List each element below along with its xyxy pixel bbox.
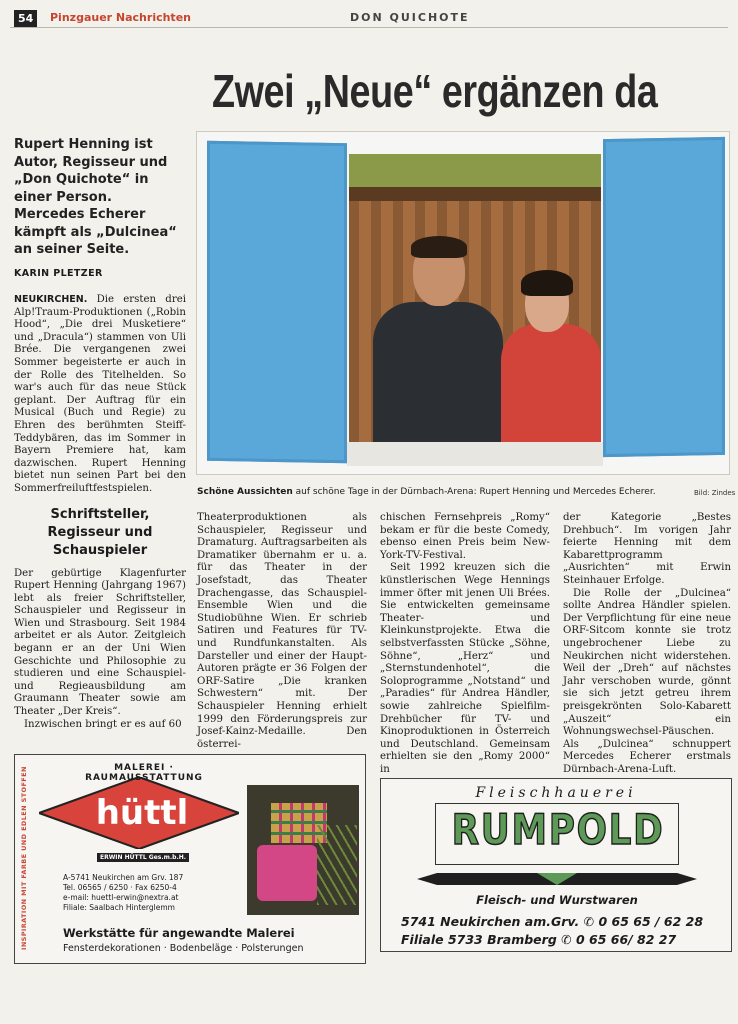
paragraph (14, 294, 186, 496)
ad-address-line-2: Filiale 5733 Bramberg ✆ 0 65 66/ 82 27 (401, 932, 677, 947)
ad-side-text (17, 761, 31, 957)
ad-photo-bag (257, 845, 317, 901)
rumpold-logo-text: RUMPOLD (451, 805, 665, 854)
ad-top-text: Fleischhauerei (475, 785, 637, 801)
paragraph: chischen Fernsehpreis „Romy“ bekam er für die beste Comedy, ebenso einen Preis beim New-York-TV-Festival. (380, 512, 550, 561)
article-subhead: Schriftsteller, Regisseur und Schauspieler (47, 506, 153, 558)
ad-services: Fensterdekorationen · Bodenbeläge · Polsterungen (63, 943, 304, 954)
paragraph: Seit 1992 kreuzen sich die künstlerischen Wege Hennings immer öfter mit jenen Uli Brées. Sie entwickelten gemeinsame Theater- und Kleinkunstprojekte. Etwa die selbstverfassten Stücke „Söhne, Söhne“, „Herz“ und „Sternstundenhotel“, die Soloprogramme „Notstand“ und „Paradies“ für Andrea Händler, sowie zahlreiche Spielfilm-Drehbücher für TV- und Kinoproduktionen in Österreich und Deutschland. Gemeinsam erhielten sie den „Romy 2000“ in (380, 562, 550, 775)
photo-man-body (373, 302, 503, 460)
ad-tagline: Fleisch- und Wurstwaren (476, 893, 638, 907)
photo-woman-body (501, 324, 601, 452)
ad-contact-block (63, 873, 183, 913)
ad-photo-fabrics (247, 785, 359, 915)
ad-branch: Filiale: Saalbach Hinterglemm (63, 903, 175, 912)
paragraph: der Kategorie „Bestes Drehbuch“. Im vorigen Jahr feierte Henning mit dem Kabarettprogramm „Ausrichten“ mit Erwin Steinhauer Erfolge. (563, 512, 731, 586)
article-column-4 (563, 512, 731, 776)
ad-email: e-mail: huettl-erwin@nextra.at (63, 893, 179, 902)
ad-arc-text: MALEREI · RAUMAUSSTATTUNG (85, 763, 203, 783)
ad-company-name: ERWIN HÜTTL Ges.m.b.H. (97, 853, 189, 862)
photo-person-woman (501, 272, 601, 452)
huettl-logo-text: hüttl (95, 793, 189, 833)
ad-slogan: Werkstätte für angewandte Malerei (63, 926, 295, 940)
ad-side-label: INSPIRATION MIT FARBE UND EDLEN STOFFEN (20, 766, 28, 950)
dateline: NEUKIRCHEN. (14, 294, 88, 305)
paragraph: Die Rolle der „Dulcinea“ sollte Andrea Händler spielen. Der Verpflichtung für eine neue ORF-Sitcom konnte sie trotz ungebrochener Liebe zu Neukirchen nicht widerstehen. Weil der „Dreh“ auf nächstes Jahr verschoben wurde, gönnt sie sich jetzt getreu ihrem preisgekrönten Solo-Kabarett „Auszeit“ ein Wohnungswechsel-Päuschen. Als „Dulcinea“ schnuppert Mercedes Echerer erstmals Dürnbach-Arena-Luft. (563, 587, 731, 775)
advertisement-rumpold[interactable] (380, 778, 732, 952)
ad-phone: Tel. 06565 / 6250 · Fax 6250-4 (63, 883, 177, 892)
article-photo (196, 131, 730, 475)
article-column-1 (14, 294, 186, 731)
section-title: Pinzgauer Nachrichten (50, 11, 191, 24)
paragraph: Der gebürtige Klagenfurter Rupert Henning (Jahrgang 1967) lebt als freier Schriftsteller, Schauspieler und Regisseur in Wien und Strasbourg. Seit 1984 arbeitet er als Autor. Zeitgleich begann er an der Uni Wien Geschichte und Philosophie zu studieren und eine Schauspiel- und Regieausbildung am Graumann Theater sowie am Theater „Der Kreis“. (14, 567, 186, 718)
caption-bold: Schöne Aussichten (197, 487, 293, 497)
photo-shutter-right (603, 137, 725, 457)
photo-person-man (373, 240, 503, 460)
photo-man-hair (411, 236, 467, 258)
ad-address-line-1: 5741 Neukirchen am.Grv. ✆ 0 65 65 / 62 28 (401, 914, 704, 929)
photo-caption (197, 487, 657, 497)
caption-text: auf schöne Tage in der Dürnbach-Arena: Rupert Henning und Mercedes Echerer. (292, 487, 656, 497)
paragraph: Theaterproduktionen als Schauspieler, Regisseur und Dramaturg. Auftragsarbeiten als Dramatiker übernahm er u. a. für das Theater in der Josefstadt, das Theater Drachengasse, das Schauspiel-Ensemble Wien und die Studiobühne Wien. Er schrieb Satiren und Features für TV- und Rundfunkanstalten. Als Darsteller und einer der Haupt-Autoren prägte er 36 Folgen der ORF-Satire „Die kranken Schwestern“ mit. Der Schauspieler Henning erhielt 1999 den Förderungspreis zur Josef-Kainz-Medaille. Den österrei- (197, 512, 367, 750)
ad-decorative-bar-icon (417, 873, 697, 885)
article-column-2 (197, 512, 367, 751)
series-title: DON QUICHOTE (350, 11, 470, 24)
article-lead: Rupert Henning ist Autor, Regisseur und „Don Quichote“ in einer Person. Mercedes Echerer kämpft als „Dulcinea“ an seiner Seite. (14, 137, 177, 257)
advertisement-huettl[interactable] (14, 754, 366, 964)
photo-roof (349, 187, 601, 201)
article-column-3 (380, 512, 550, 776)
ad-photo-plant (317, 825, 357, 905)
photo-credit: Bild: Zindes (694, 489, 736, 497)
photo-woman-hair (521, 270, 573, 296)
page-number: 54 (14, 10, 37, 27)
paragraph: Inzwischen bringt er es auf 60 (24, 718, 182, 730)
article-author: KARIN PLETZER (14, 268, 103, 279)
page-header (10, 8, 728, 28)
photo-shutter-left (207, 141, 347, 463)
photo-window-sill (347, 442, 603, 466)
ad-address: A-5741 Neukirchen am Grv. 187 (63, 873, 184, 882)
article-headline: Zwei „Neue“ ergänzen da (212, 65, 658, 117)
paragraph-text: Die ersten drei Alp!Traum-Produktionen („Robin Hood“, „Die drei Musketiere“ und „Dracula“) stammen von Uli Brée. Die vergangenen zwei Sommer begeisterte er auch in der Rolle des Titelhelden. So war's auch für das neue Stück geplant. Der Auftrag für ein Musical (Buch und Regie) zu Ehren des berühmten Steiff-Teddybären, das im Sommer in Bayern Premiere hat, kam dazwischen. Rupert Henning bietet nun seinen Part bei den Sommerfreiluftfestspielen. (14, 294, 186, 494)
